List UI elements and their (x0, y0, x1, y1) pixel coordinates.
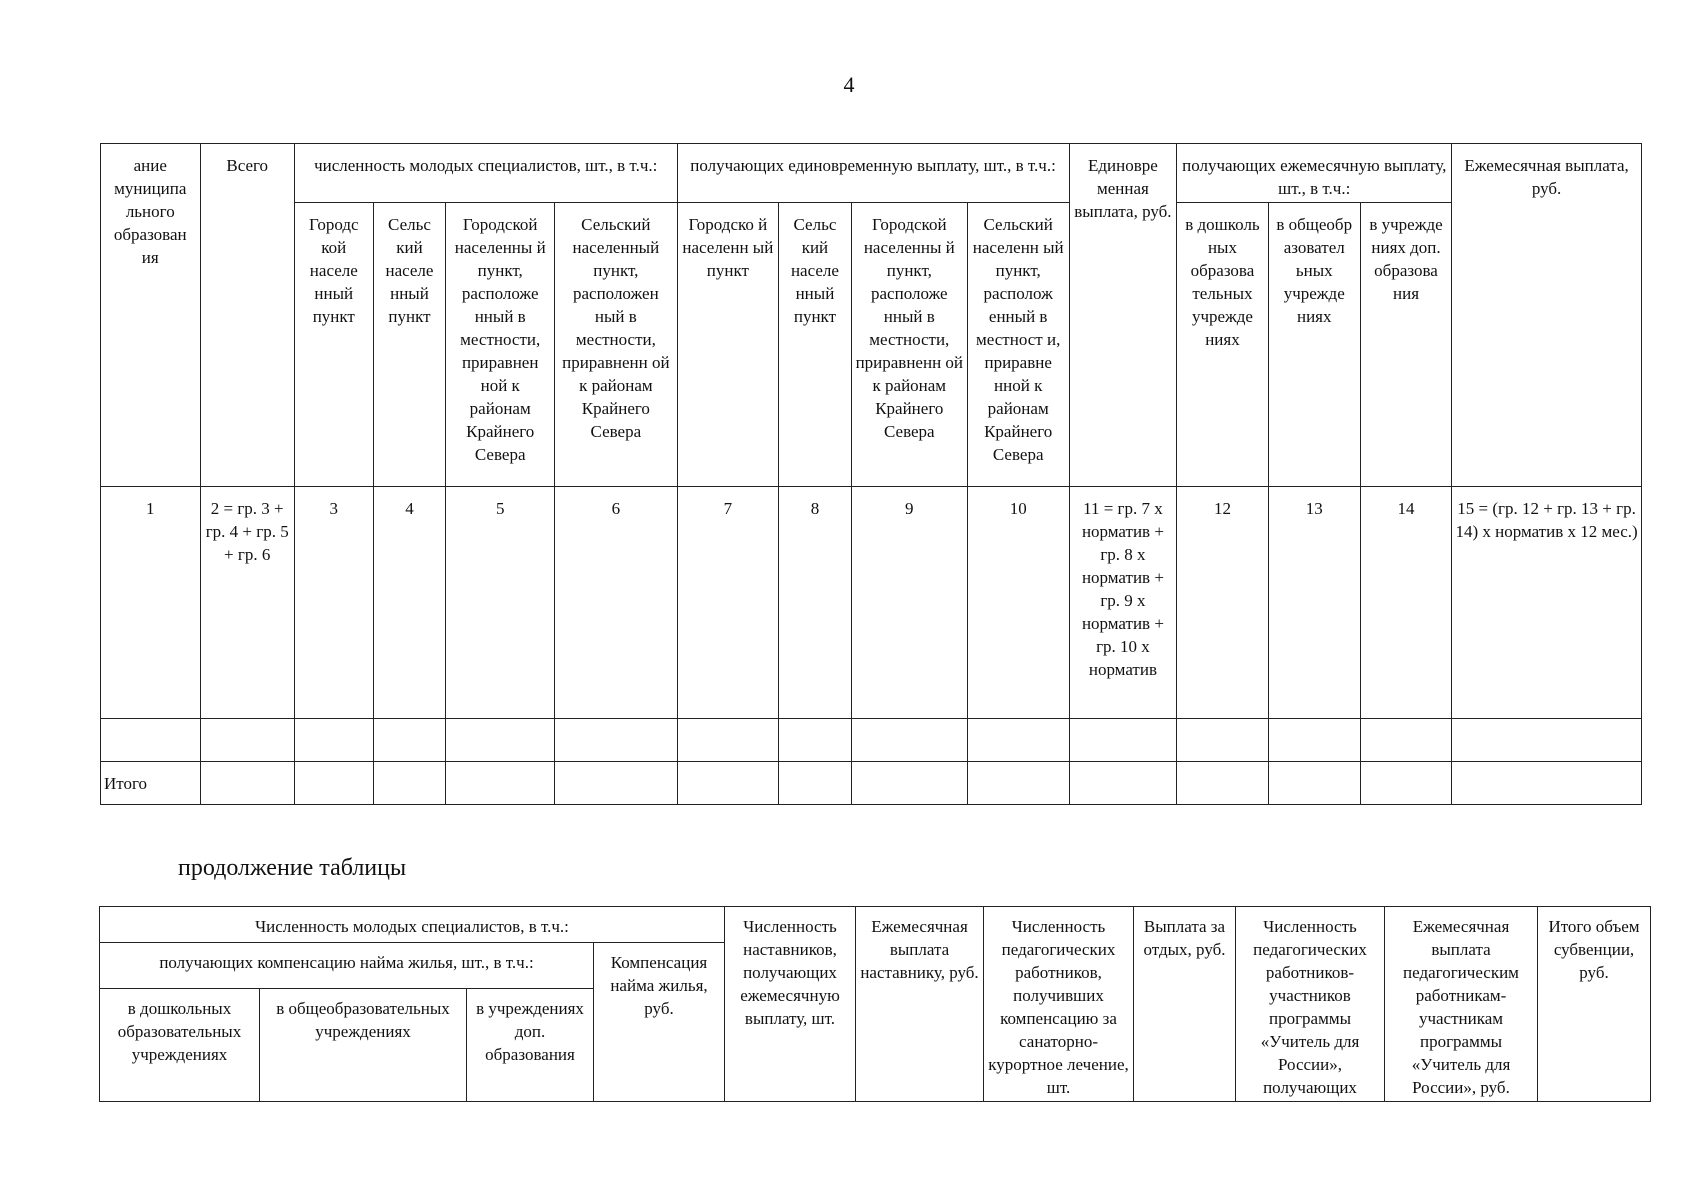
empty-cell (779, 762, 852, 805)
empty-cell (1452, 719, 1642, 762)
header-housing-compensation: Компенсация найма жилья, руб. (594, 943, 725, 1102)
column-number: 12 (1177, 487, 1268, 719)
header-monthly-payment: Ежемесячная выплата, руб. (1452, 144, 1642, 487)
header-one-time-recipients: получающих единовременную выплату, шт., в т.ч.: (677, 144, 1069, 203)
total-row (101, 762, 1642, 805)
header-young-specialists-cont: Численность молодых специалистов, в т.ч.: (100, 907, 725, 943)
empty-cell (1177, 719, 1268, 762)
header-rest-payment: Выплата за отдых, руб. (1134, 907, 1236, 1102)
empty-cell (555, 719, 677, 762)
header-sanatorium-count: Численность педагогических работников, получивших компенсацию за санаторно-курортное лечение, шт. (984, 907, 1134, 1102)
column-number: 4 (373, 487, 446, 719)
continuation-title: продолжение таблицы (178, 855, 407, 881)
empty-cell (677, 719, 779, 762)
empty-cell (446, 762, 555, 805)
column-number: 11 = гр. 7 х норматив + гр. 8 х норматив + гр. 9 х норматив + гр. 10 х норматив (1069, 487, 1177, 719)
empty-cell (1452, 762, 1642, 805)
empty-cell (1268, 762, 1360, 805)
column-number: 13 (1268, 487, 1360, 719)
column-number: 15 = (гр. 12 + гр. 13 + гр. 14) х норматив х 12 мес.) (1452, 487, 1642, 719)
empty-cell (101, 719, 201, 762)
header-housing-preschool: в дошкольных образовательных учреждениях (100, 989, 260, 1102)
header-young-urban: Городс кой населе нный пункт (294, 203, 373, 487)
header-mentors-count: Численность наставников, получающих ежемесячную выплату, шт. (725, 907, 856, 1102)
empty-cell (1268, 719, 1360, 762)
total-label: Итого (101, 762, 201, 805)
header-housing-additional: в учреждениях доп. образования (467, 989, 594, 1102)
empty-cell (1069, 719, 1177, 762)
empty-cell (200, 719, 294, 762)
empty-cell (967, 719, 1069, 762)
empty-cell (779, 719, 852, 762)
empty-cell (200, 762, 294, 805)
column-number: 6 (555, 487, 677, 719)
header-total: Всего (200, 144, 294, 487)
header-housing-recipients: получающих компенсацию найма жилья, шт., в т.ч.: (100, 943, 594, 989)
continuation-table (99, 906, 1651, 1102)
empty-cell (294, 762, 373, 805)
empty-cell (851, 719, 967, 762)
header-mentor-payment: Ежемесячная выплата наставнику, руб. (856, 907, 984, 1102)
column-number: 7 (677, 487, 779, 719)
empty-cell (1360, 719, 1451, 762)
empty-cell (1177, 762, 1268, 805)
column-number: 9 (851, 487, 967, 719)
empty-cell (851, 762, 967, 805)
header-young-urban-north: Городской населенны й пункт, расположе нный в местности, приравнен ной к районам Крайнего Севера (446, 203, 555, 487)
empty-cell (373, 719, 446, 762)
empty-cell (967, 762, 1069, 805)
main-table (100, 143, 1642, 805)
header-monthly-additional: в учрежде ниях доп. образова ния (1360, 203, 1451, 487)
header-municipality: ание муниципа льного образован ия (101, 144, 201, 487)
header-one-time-rural: Сельс кий населе нный пункт (779, 203, 852, 487)
header-young-specialists: численность молодых специалистов, шт., в т.ч.: (294, 144, 677, 203)
column-number: 10 (967, 487, 1069, 719)
header-housing-general: в общеобразовательных учреждениях (260, 989, 467, 1102)
header-one-time-urban: Городско й населенн ый пункт (677, 203, 779, 487)
header-monthly-preschool: в дошколь ных образова тельных учрежде ниях (1177, 203, 1268, 487)
header-monthly-recipients: получающих ежемесячную выплату, шт., в т.ч.: (1177, 144, 1452, 203)
empty-cell (373, 762, 446, 805)
column-number: 14 (1360, 487, 1451, 719)
header-teacher-participants: Численность педагогических работников-участников программы «Учитель для России», получающих (1236, 907, 1385, 1102)
empty-cell (446, 719, 555, 762)
header-young-rural-north: Сельский населенный пункт, расположен ный в местности, приравненн ой к районам Крайнего Севера (555, 203, 677, 487)
header-one-time-urban-north: Городской населенны й пункт, расположе нный в местности, приравненн ой к районам Крайнего Севера (851, 203, 967, 487)
empty-cell (294, 719, 373, 762)
header-one-time-payment: Единовре менная выплата, руб. (1069, 144, 1177, 487)
header-young-rural: Сельс кий населе нный пункт (373, 203, 446, 487)
table-row (101, 719, 1642, 762)
empty-cell (677, 762, 779, 805)
column-number: 8 (779, 487, 852, 719)
page-number: 4 (843, 72, 855, 97)
empty-cell (1069, 762, 1177, 805)
header-teacher-payment: Ежемесячная выплата педагогическим работникам-участникам программы «Учитель для России», руб. (1385, 907, 1538, 1102)
empty-cell (1360, 762, 1451, 805)
header-total-subvention: Итого объем субвенции, руб. (1538, 907, 1651, 1102)
column-number: 3 (294, 487, 373, 719)
header-one-time-rural-north: Сельский населенн ый пункт, располож енный в местност и, приравне нной к районам Крайнего Севера (967, 203, 1069, 487)
column-number: 1 (101, 487, 201, 719)
empty-cell (555, 762, 677, 805)
header-monthly-general: в общеобр азовател ьных учрежде ниях (1268, 203, 1360, 487)
column-number: 5 (446, 487, 555, 719)
column-number: 2 = гр. 3 + гр. 4 + гр. 5 + гр. 6 (200, 487, 294, 719)
